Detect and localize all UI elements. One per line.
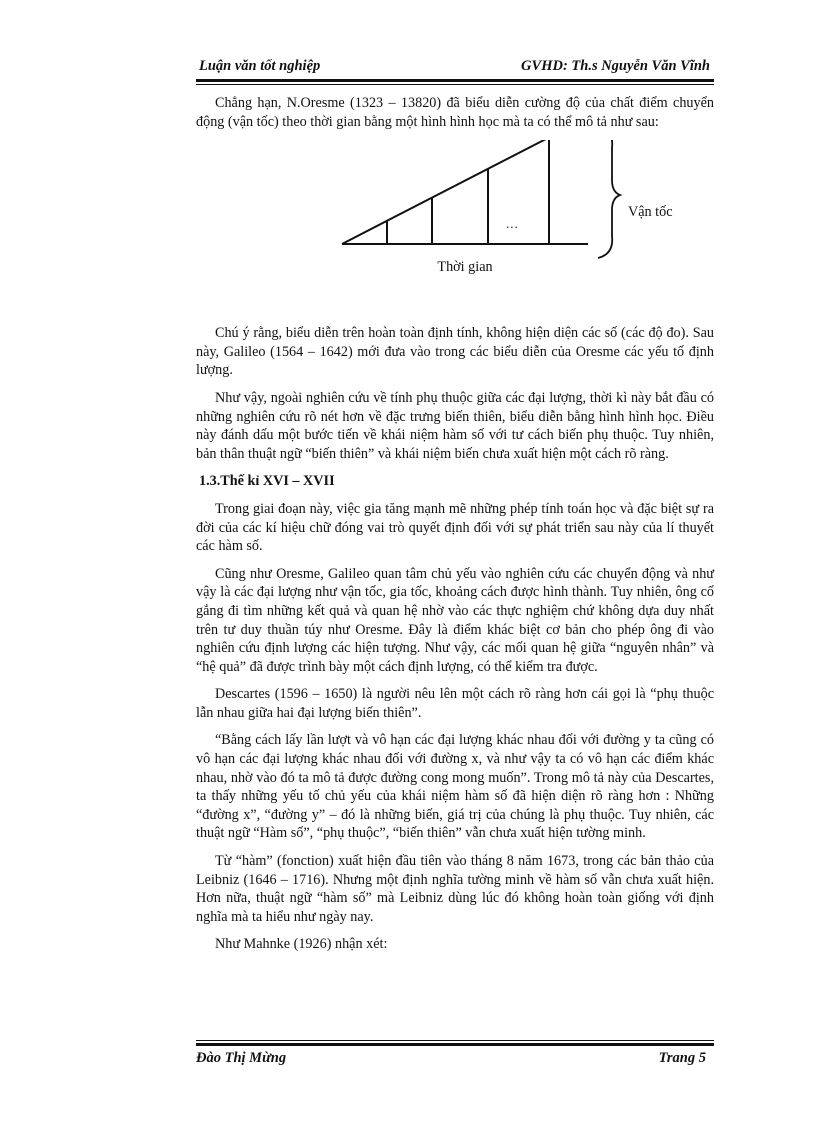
- paragraph-notation: Trong giai đoạn này, việc gia tăng mạnh mẽ những phép tính toán học và đặc biệt sự ra đời của các kí hiệu chữ đóng vai trò quyết định đối với sự phát triển sau này của lí thuyết các hàm số.: [196, 500, 714, 555]
- page-footer: [196, 1050, 714, 1070]
- footer-rule-thick: [196, 1043, 714, 1046]
- paragraph-qualitative: Chú ý rằng, biểu diễn trên hoàn toàn định tính, không hiện diện các số (các độ đo). Sau này, Galileo (1564 – 1642) mới đưa vào trong các biểu diễn của Oresme các yếu tố định lượng.: [196, 325, 714, 379]
- page-body: [196, 94, 714, 963]
- velocity-brace: [598, 140, 620, 258]
- header-rule-thin: [196, 84, 714, 85]
- page-header: [196, 58, 714, 78]
- intensity-line: [342, 140, 579, 244]
- header-supervisor: GVHD: Th.s Nguyễn Văn Vĩnh: [521, 58, 710, 74]
- page-number: Trang 5: [658, 1050, 706, 1066]
- paragraph-oresme: Chẳng hạn, N.Oresme (1323 – 13820) đã biểu diễn cường độ của chất điểm chuyển động (vận tốc) theo thời gian bằng một hình hình học mà ta có thể mô tả như sau:: [196, 95, 714, 130]
- paragraph-leibniz: Từ “hàm” (fonction) xuất hiện đầu tiên vào tháng 8 năm 1673, trong các bản thảo của Leibniz (1646 – 1716). Nhưng một định nghĩa tường minh về hàm số vẫn chưa xuất hiện. Hơn nữa, thuật ngữ “hàm số” mà Leibniz dùng lúc đó không hoàn toàn giống với định nghĩa mà ta hiểu như ngày nay.: [196, 853, 714, 925]
- oresme-diagram: [196, 140, 714, 320]
- paragraph-mahnke: Như Mahnke (1926) nhận xét:: [215, 936, 388, 953]
- section-heading: 1.3.Thế kỉ XVI – XVII: [199, 473, 335, 490]
- paragraph-galileo: Cũng như Oresme, Galileo quan tâm chủ yếu vào nghiên cứu các chuyển động và như vậy là các đại lượng như vận tốc, gia tốc, khoảng cách được hình thành. Tuy nhiên, ông cố gắng đi tìm những kết quả và quan hệ nhờ vào các thực nghiệm chứ không dựa duy nhất trên tư duy thuần túy như Oresme. Đây là điểm khác biệt cơ bản cho phép ông đi vào nghiên cứu định lượng các hiện tượng. Như vậy, các mối quan hệ giữa “nguyên nhân” và “hệ quả” đã được trình bày một cách định lượng, có thể kiểm tra được.: [196, 565, 714, 675]
- paragraph-descartes: Descartes (1596 – 1650) là người nêu lên một cách rõ ràng hơn cái gọi là “phụ thuộc lẫn nhau giữa hai đại lượng biến thiên”.: [196, 686, 714, 721]
- paragraph-variation: Như vậy, ngoài nghiên cứu về tính phụ thuộc giữa các đại lượng, thời kì này bắt đầu có những nghiên cứu rõ nét hơn về đặc trưng biến thiên, biểu diễn bằng hình hình học. Điều này đánh dấu một bước tiến về khái niệm hàm số với tư cách biến phụ thuộc. Tuy nhiên, bản thân thuật ngữ “biến thiên” và khái niệm biến chưa xuất hiện một cách rõ ràng.: [196, 389, 714, 462]
- time-label: Thời gian: [437, 259, 493, 276]
- diagram-ellipsis: ...: [506, 216, 519, 232]
- header-rule-thick: [196, 79, 714, 82]
- velocity-label: Vận tốc: [628, 204, 673, 221]
- paragraph-descartes-quote: “Bằng cách lấy lần lượt và vô hạn các đại lượng khác nhau đối với đường y ta cũng có vô hạn các đại lượng khác nhau đối với đường x, và như vậy ta có vô hạn các điểm khác nhau, nhờ vào đó ta mô tả được đường cong mong muốn”. Trong mô tả này của Descartes, ta thấy những yếu tố chủ yếu của khái niệm hàm số đã hiện diện rõ ràng hơn : Những “đường x”, “đường y” – đó là những biến, giá trị của chúng là phụ thuộc. Tuy nhiên, các thuật ngữ “Hàm số”, “phụ thuộc”, “biến thiên” vẫn chưa xuất hiện tường minh.: [196, 732, 714, 842]
- header-thesis-title: Luận văn tốt nghiệp: [199, 58, 321, 74]
- footer-rule-thin: [196, 1040, 714, 1041]
- footer-author: Đào Thị Mừng: [196, 1050, 287, 1066]
- oresme-figure-main: [196, 140, 714, 320]
